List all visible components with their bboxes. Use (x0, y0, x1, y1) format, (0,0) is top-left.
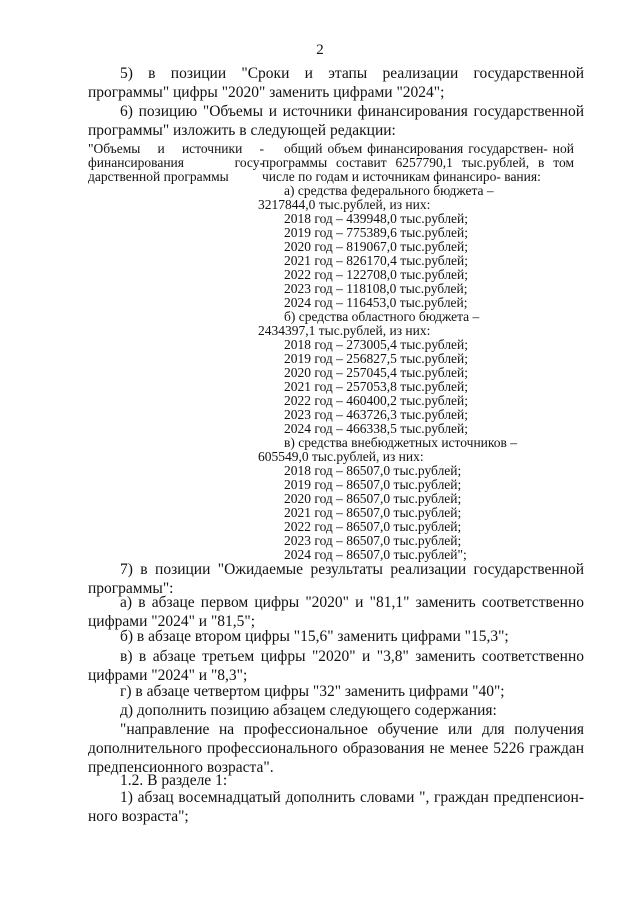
table-left-cell: "Объемы и источники - финансирования госу- дарственной программы (88, 141, 264, 184)
financing-intro: общий объем финансирования государствен- ной программы составит 6257790,1 тыс.рублей, в том числе по годам и источникам финансиро- вания: (262, 141, 574, 184)
year-line: 2022 год – 460400,2 тыс.рублей; (284, 393, 469, 408)
extrabudgetary-total: 605549,0 тыс.рублей, из них: (258, 449, 424, 464)
year-line: 2019 год – 256827,5 тыс.рублей; (284, 351, 469, 366)
year-line: 2018 год – 439948,0 тыс.рублей; (284, 211, 469, 226)
year-line: 2023 год – 86507,0 тыс.рублей; (284, 533, 462, 548)
paragraph-7d: д) дополнить позицию абзацем следующего содержания: (120, 702, 497, 719)
page-number: 2 (316, 42, 324, 58)
extrabudgetary-heading: в) средства внебюджетных источников – (284, 435, 518, 450)
year-line: 2019 год – 775389,6 тыс.рублей; (284, 225, 469, 240)
paragraph-7g: г) в абзаце четвертом цифры "32" заменить цифрами "40"; (120, 683, 505, 700)
year-line: 2018 год – 86507,0 тыс.рублей; (284, 463, 462, 478)
paragraph-7d-text: "направление на профессиональное обучение или для получения дополнительного профессионального образования не менее 5226 граждан предпенсионного возраста". (88, 721, 584, 776)
federal-total: 3217844,0 тыс.рублей, из них: (258, 197, 431, 212)
year-line: 2022 год – 86507,0 тыс.рублей; (284, 519, 462, 534)
year-line: 2020 год – 819067,0 тыс.рублей; (284, 239, 469, 254)
year-line: 2024 год – 466338,5 тыс.рублей; (284, 421, 469, 436)
year-line: 2020 год – 86507,0 тыс.рублей; (284, 491, 462, 506)
year-line: 2019 год – 86507,0 тыс.рублей; (284, 477, 462, 492)
federal-heading: а) средства федерального бюджета – (284, 183, 494, 198)
paragraph-6: 6) позицию "Объемы и источники финансирования государственной программы" изложить в следующей редакции: (88, 103, 584, 139)
year-line: 2021 год – 86507,0 тыс.рублей; (284, 505, 462, 520)
paragraph-5: 5) в позиции "Сроки и этапы реализации государственной программы" цифры "2020" заменить цифрами "2024"; (88, 65, 584, 101)
section-1-2-item-1: 1) абзац восемнадцатый дополнить словами ", граждан предпенсион- ного возраста"; (88, 789, 584, 825)
table-right-cell (258, 141, 574, 562)
year-line: 2023 год – 118108,0 тыс.рублей; (284, 281, 468, 296)
year-line: 2021 год – 257053,8 тыс.рублей; (284, 379, 469, 394)
year-line: 2024 год – 116453,0 тыс.рублей; (284, 295, 468, 310)
paragraph-7: 7) в позиции "Ожидаемые результаты реализации государственной программы": (88, 561, 584, 597)
year-line: 2018 год – 273005,4 тыс.рублей; (284, 337, 469, 352)
regional-total: 2434397,1 тыс.рублей, из них: (258, 323, 431, 338)
year-line: 2020 год – 257045,4 тыс.рублей; (284, 365, 469, 380)
section-1-2-heading: 1.2. В разделе 1: (120, 772, 228, 789)
year-line: 2022 год – 122708,0 тыс.рублей; (284, 267, 469, 282)
regional-heading: б) средства областного бюджета – (284, 309, 480, 324)
year-line: 2021 год – 826170,4 тыс.рублей; (284, 253, 469, 268)
paragraph-7v: в) в абзаце третьем цифры "2020" и "3,8" заменить соответственно цифрами "2024" и "8,3"; (88, 648, 584, 684)
paragraph-7b: б) в абзаце втором цифры "15,6" заменить цифрами "15,3"; (120, 628, 509, 645)
year-line: 2024 год – 86507,0 тыс.рублей"; (284, 547, 467, 562)
paragraph-7a: а) в абзаце первом цифры "2020" и "81,1" заменить соответственно цифрами "2024" и "81,5"; (88, 594, 584, 630)
year-line: 2023 год – 463726,3 тыс.рублей; (284, 407, 469, 422)
